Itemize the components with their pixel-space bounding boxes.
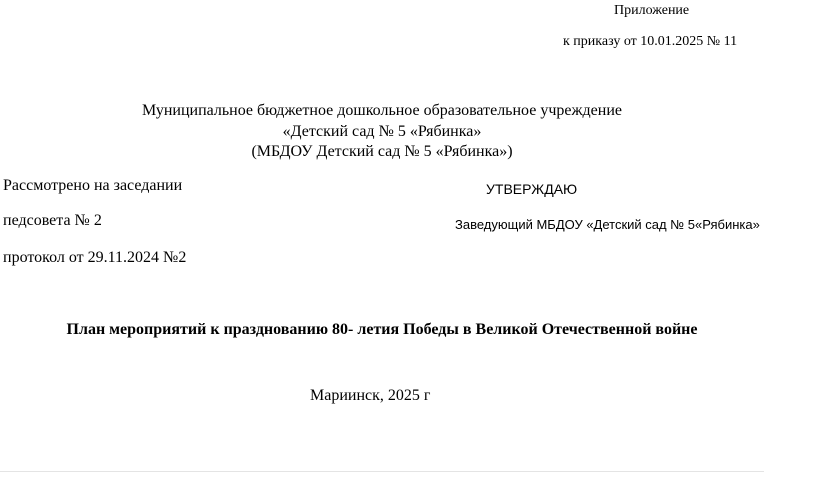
review-line-council: педсовета № 2 — [3, 212, 102, 229]
approval-title: УТВЕРЖДАЮ — [486, 181, 578, 197]
page-divider — [0, 471, 764, 472]
order-reference: к приказу от 10.01.2025 № 11 — [563, 34, 738, 49]
appendix-label: Приложение — [614, 3, 690, 18]
review-line-meeting: Рассмотрено на заседании — [3, 177, 183, 194]
place-and-year: Мариинск, 2025 г — [310, 387, 431, 404]
approval-position: Заведующий МБДОУ «Детский сад № 5«Рябинка» — [455, 217, 760, 232]
organization-name-line1: Муниципальное бюджетное дошкольное образовательное учреждение — [142, 102, 622, 119]
document-title: План мероприятий к празднованию 80- летия Победы в Великой Отечественной войне — [66, 321, 698, 338]
review-line-protocol: протокол от 29.11.2024 №2 — [3, 249, 187, 266]
organization-name-line2: «Детский сад № 5 «Рябинка» — [282, 123, 482, 140]
organization-name-line3: (МБДОУ Детский сад № 5 «Рябинка») — [251, 143, 513, 160]
